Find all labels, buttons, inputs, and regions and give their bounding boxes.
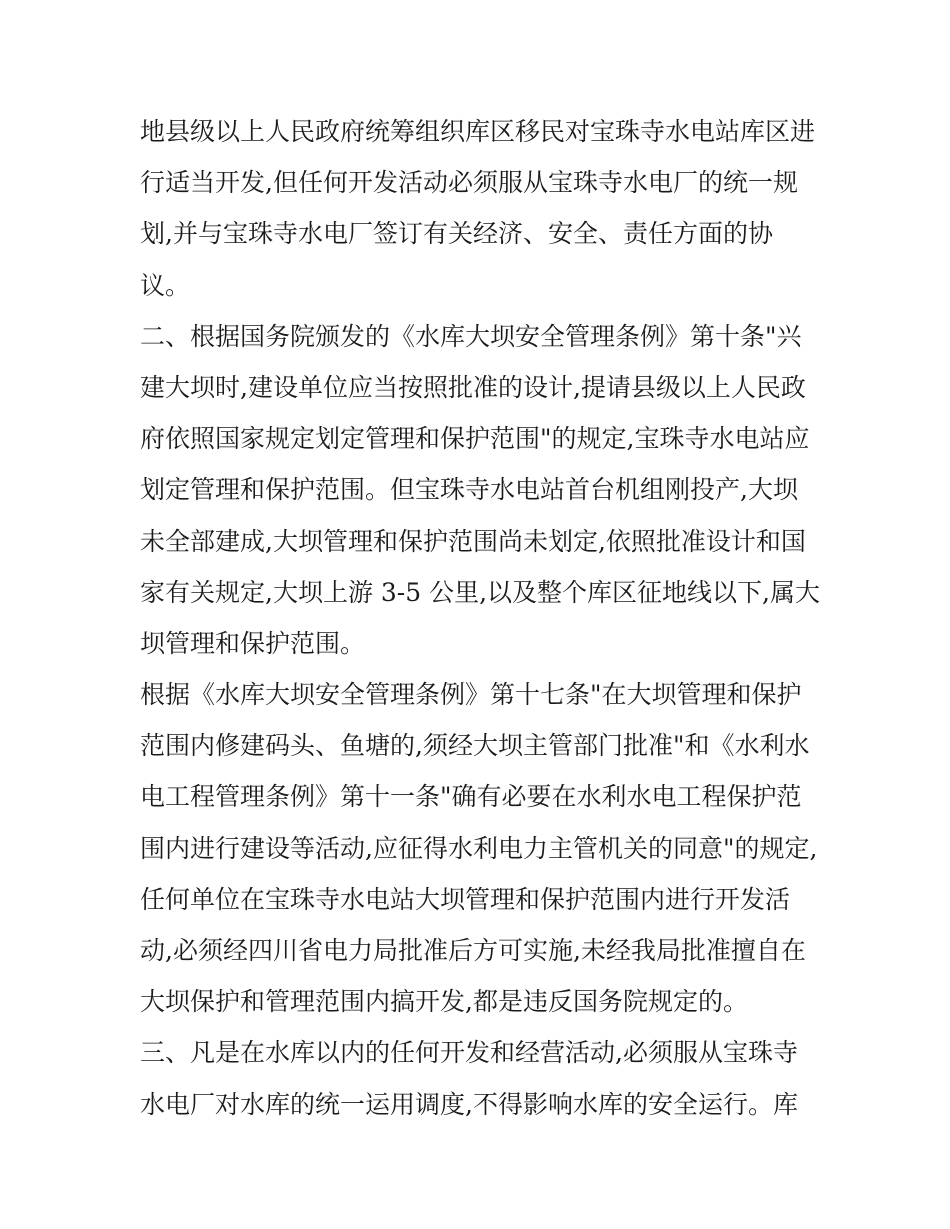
text-line: 坝管理和保护范围。 bbox=[140, 628, 366, 658]
text-line: 家有关规定,大坝上游 3-5 公里,以及整个库区征地线以下,属大 bbox=[140, 577, 820, 607]
text-line: 行适当开发,但任何开发活动必须服从宝珠寺水电厂的统一规 bbox=[140, 168, 798, 198]
text-line: 任何单位在宝珠寺水电站大坝管理和保护范围内进行开发活 bbox=[140, 884, 791, 914]
text-line: 动,必须经四川省电力局批准后方可实施,未经我局批准擅自在 bbox=[140, 936, 806, 965]
text-line: 二、根据国务院颁发的《水库大坝安全管理条例》第十条"兴 bbox=[140, 321, 802, 351]
text-line: 地县级以上人民政府统筹组织库区移民对宝珠寺水电站库区进 bbox=[140, 117, 816, 146]
text-line: 大坝保护和管理范围内搞开发,都是违反国务院规定的。 bbox=[140, 987, 748, 1017]
text-line: 三、凡是在水库以内的任何开发和经营活动,必须服从宝珠寺 bbox=[140, 1038, 798, 1068]
text-line: 议。 bbox=[140, 270, 191, 300]
text-line: 电工程管理条例》第十一条"确有必要在水利水电工程保护范 bbox=[140, 782, 802, 812]
text-line: 水电厂对水库的统一运用调度,不得影响水库的安全运行。库 bbox=[140, 1089, 798, 1119]
text-line: 未全部建成,大坝管理和保护范围尚未划定,依照批准设计和国 bbox=[140, 526, 806, 556]
document-body bbox=[140, 106, 820, 1130]
text-line: 建大坝时,建设单位应当按照批准的设计,提请县级以上人民政 bbox=[140, 372, 806, 402]
text-line: 范围内修建码头、鱼塘的,须经大坝主管部门批准"和《水利水 bbox=[140, 731, 810, 761]
text-line: 划定管理和保护范围。但宝珠寺水电站首台机组刚投产,大坝 bbox=[140, 475, 798, 505]
text-line: 府依照国家规定划定管理和保护范围"的规定,宝珠寺水电站应 bbox=[140, 424, 810, 454]
text-line: 围内进行建设等活动,应征得水利电力主管机关的同意"的规定, bbox=[140, 833, 818, 863]
text-line: 划,并与宝珠寺水电厂签订有关经济、安全、责任方面的协 bbox=[140, 219, 773, 249]
text-line: 根据《水库大坝安全管理条例》第十七条"在大坝管理和保护 bbox=[140, 680, 802, 710]
